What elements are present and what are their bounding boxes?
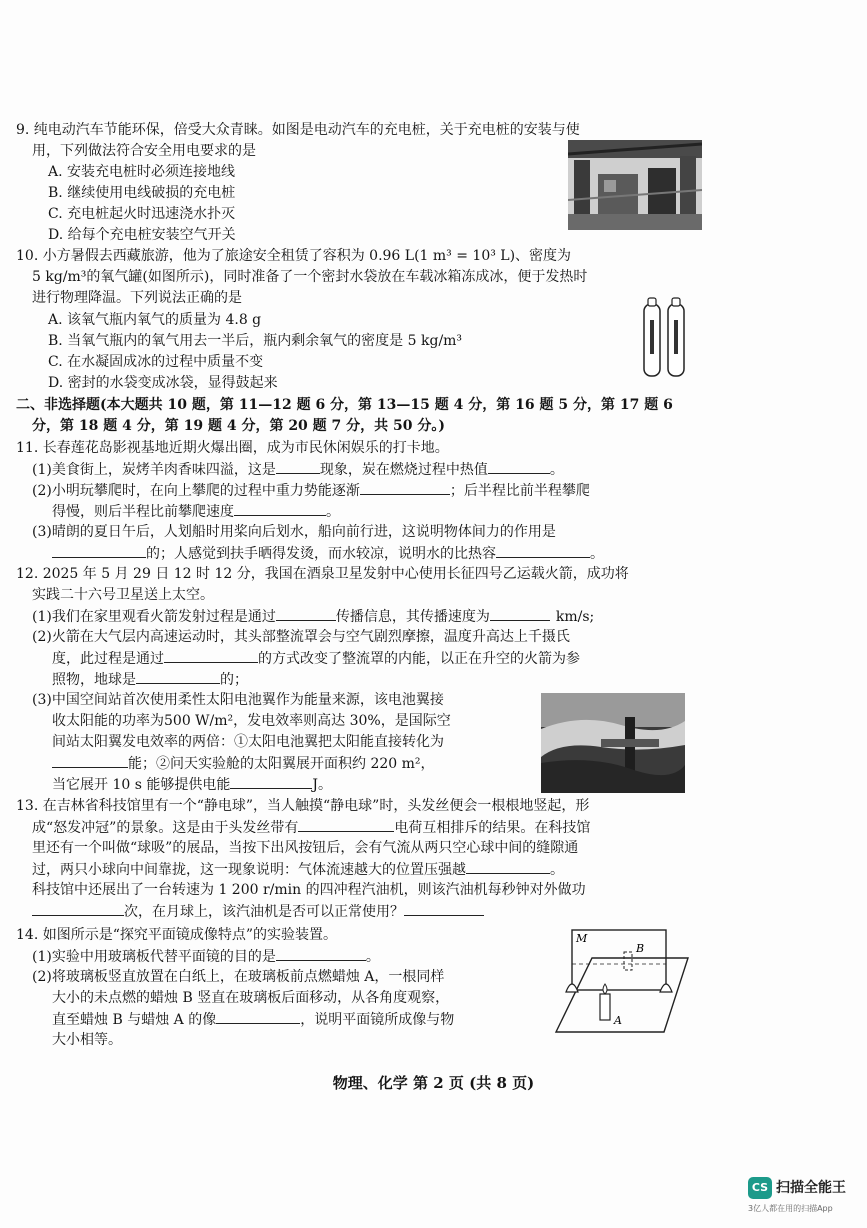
q12-stem-line2: 实践二十六号卫星送上太空。 [32, 587, 214, 603]
q10-stem-line2: 5 kg/m³的氧气罐(如图所示)，同时准备了一个密封水袋放在车载冰箱冻成冰，便于发热时 [32, 269, 588, 285]
q10-option-b: B. 当氧气瓶内的氧气用去一半后，瓶内剩余氧气的密度是 5 kg/m³ [48, 333, 463, 349]
q9-stem-line2: 用，下列做法符合安全用电要求的是 [32, 143, 256, 159]
q14-part1: (1)实验中用玻璃板代替平面镜的目的是 。 [32, 946, 380, 967]
q11-blank-4[interactable] [234, 501, 326, 516]
q13-blank-2[interactable] [466, 859, 550, 874]
q11-blank-6[interactable] [496, 543, 590, 558]
label-a: A [614, 1014, 622, 1027]
label-m: M [576, 932, 588, 945]
section-2-heading-line2: 分，第 18 题 4 分，第 19 题 4 分，第 20 题 7 分，共 50 分。) [32, 418, 446, 434]
q11-blank-1[interactable] [276, 459, 320, 474]
q13-line4: 过，两只小球向中间靠拢，这一现象说明：气体流速越大的位置压强越 。 [32, 859, 564, 880]
q14-stem: 14. 如图所示是“探究平面镜成像特点”的实验装置。 [16, 927, 338, 943]
camscanner-logo-icon: CS [748, 1177, 772, 1199]
q14-part2-line4: 大小相等。 [52, 1032, 122, 1048]
q9-option-d: D. 给每个充电桩安装空气开关 [48, 227, 236, 243]
q11-blank-3[interactable] [360, 480, 450, 495]
q12-part3-line4: 能；②问天实验舱的太阳翼展开面积约 220 m²， [52, 753, 435, 774]
q13-line2: 成“怒发冲冠”的景象。这是由于头发丝带有 电荷互相排斥的结果。在科技馆 [32, 817, 590, 838]
q12-blank-3[interactable] [164, 648, 258, 663]
space-station-photo [541, 693, 685, 793]
scanner-watermark [748, 1172, 860, 1222]
q13-blank-4[interactable] [404, 901, 484, 916]
q10-stem-line3: 进行物理降温。下列说法正确的是 [32, 290, 242, 306]
section-2-heading-line1: 二、非选择题(本大题共 10 题，第 11—12 题 6 分，第 13—15 题 4 分，第 16 题 5 分，第 17 题 6 [16, 397, 673, 413]
q13-line3: 里还有一个叫做“球吸”的展品，当按下出风按钮后，会有气流从两只空心球中间的缝隙通 [32, 840, 579, 856]
q9-option-b: B. 继续使用电线破损的充电桩 [48, 185, 236, 201]
watermark-app-name: 扫描全能王 [776, 1180, 846, 1196]
q9-option-c: C. 充电桩起火时迅速浇水扑灭 [48, 206, 236, 222]
oxygen-tank-figure [636, 296, 692, 380]
q10-option-d: D. 密封的水袋变成冰袋，显得鼓起来 [48, 375, 278, 391]
q12-part2-cont: 度，此过程是通过 的方式改变了整流罩的内能，以正在升空的火箭为参 [52, 648, 580, 669]
q12-part2: (2)火箭在大气层内高速运动时，其头部整流罩会与空气剧烈摩擦，温度升高达上千摄氏 [32, 629, 570, 645]
page-footer: 物理、化学 第 2 页 (共 8 页) [332, 1074, 535, 1092]
q13-line6: 次，在月球上，该汽油机是否可以正常使用？ [32, 901, 484, 922]
q14-part2-line3: 直至蜡烛 B 与蜡烛 A 的像 ，说明平面镜所成像与物 [52, 1009, 454, 1030]
q11-stem: 11. 长春莲花岛影视基地近期火爆出圈，成为市民休闲娱乐的打卡地。 [16, 440, 449, 456]
q11-blank-2[interactable] [488, 459, 550, 474]
q9-option-a: A. 安装充电桩时必须连接地线 [48, 164, 236, 180]
q13-line5: 科技馆中还展出了一台转速为 1 200 r/min 的四冲程汽油机，则该汽油机每秒钟对外做功 [32, 882, 586, 898]
watermark-tagline: 3亿人都在用的扫描App [748, 1204, 833, 1213]
q14-blank-2[interactable] [216, 1009, 300, 1024]
q11-part2-cont: 得慢，则后半程比前攀爬速度 。 [52, 501, 340, 522]
q12-blank-5[interactable] [52, 753, 128, 768]
plane-mirror-experiment-diagram [552, 924, 692, 1038]
q10-option-a: A. 该氧气瓶内氧气的质量为 4.8 g [48, 312, 262, 328]
q12-part3-line3: 间站太阳翼发电效率的两倍：①太阳电池翼把太阳能直接转化为 [52, 734, 444, 750]
q14-part2-line2: 大小的未点燃的蜡烛 B 竖直在玻璃板后面移动，从各角度观察， [52, 990, 450, 1006]
q12-blank-1[interactable] [276, 606, 336, 621]
q14-part2: (2)将玻璃板竖直放置在白纸上，在玻璃板前点燃蜡烛 A，一根同样 [32, 969, 445, 985]
q12-part3: (3)中国空间站首次使用柔性太阳电池翼作为能量来源，该电池翼接 [32, 692, 444, 708]
q12-blank-4[interactable] [136, 669, 220, 684]
q11-blank-5[interactable] [52, 543, 146, 558]
q10-stem-line1: 10. 小方暑假去西藏旅游，他为了旅途安全租赁了容积为 0.96 L(1 m³ = 10³ L)、密度为 [16, 248, 572, 264]
q12-blank-6[interactable] [230, 774, 312, 789]
q10-option-c: C. 在水凝固成冰的过程中质量不变 [48, 354, 264, 370]
q11-part1: (1)美食街上，炭烤羊肉香味四溢，这是 现象，炭在燃烧过程中热值 。 [32, 459, 564, 480]
label-b: B [636, 942, 645, 955]
q11-part3-cont: 的；人感觉到扶手晒得发烫，而水较凉，说明水的比热容 。 [52, 543, 604, 564]
q13-blank-1[interactable] [298, 817, 394, 832]
q11-part3: (3)晴朗的夏日午后，人划船时用桨向后划水，船向前行进，这说明物体间力的作用是 [32, 524, 556, 540]
q12-part2-end: 照物，地球是 的； [52, 669, 248, 690]
q12-blank-2[interactable] [490, 606, 550, 621]
q9-stem-line1: 9. 纯电动汽车节能环保，倍受大众青睐。如图是电动汽车的充电桩，关于充电桩的安装与使 [16, 122, 580, 138]
q12-part3-line2: 收太阳能的功率为500 W/m²，发电效率则高达 30%，是国际空 [52, 713, 451, 729]
q14-blank-1[interactable] [276, 946, 366, 961]
q12-part1: (1)我们在家里观看火箭发射过程是通过 传播信息，其传播速度为 km/s; [32, 606, 594, 627]
charging-station-photo [568, 140, 702, 230]
q11-part2: (2)小明玩攀爬时，在向上攀爬的过程中重力势能逐渐 ；后半程比前半程攀爬 [32, 480, 590, 501]
q12-part3-line5: 当它展开 10 s 能够提供电能 J。 [52, 774, 332, 795]
q13-line1: 13. 在吉林省科技馆里有一个“静电球”，当人触摸“静电球”时，头发丝便会一根根地竖起，形 [16, 798, 590, 814]
q12-stem-line1: 12. 2025 年 5 月 29 日 12 时 12 分，我国在酒泉卫星发射中心使用长征四号乙运载火箭，成功将 [16, 566, 629, 582]
q13-blank-3[interactable] [32, 901, 124, 916]
